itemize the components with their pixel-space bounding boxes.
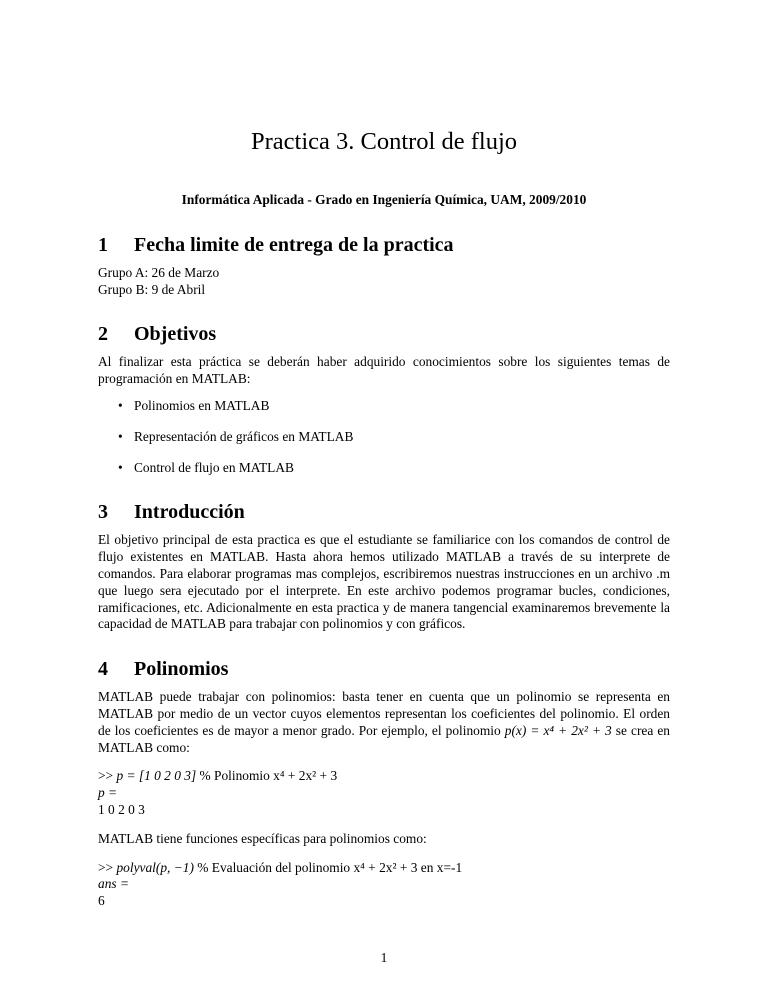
- prompt: >>: [98, 859, 117, 875]
- paragraph-text: se crea en MATLAB como:: [98, 722, 670, 755]
- command: polyval(p, −1): [116, 859, 194, 875]
- introduction-paragraph: El objetivo principal de esta practica es que el estudiante se familiarice con los comandos de control de flujo existentes en MATLAB. Hasta ahora hemos utilizado MATLAB a través de su interprete de comandos. Para elaborar programas mas complejos, escribiremos nuestras instrucciones en un archivo .m que luego sera ejecutado por el interprete. En este archivo podemos programar bucles, condiciones, ramificaciones, etc. Adicionalmente en esta practica y de manera tangencial examinaremos brevemente la capacidad de MATLAB para trabajar con polinomios y con gráficos.: [98, 532, 670, 632]
- document-subtitle: Informática Aplicada - Grado en Ingeniería Química, UAM, 2009/2010: [181, 192, 587, 207]
- section-heading-4: [98, 657, 670, 681]
- section-heading-3: [98, 500, 670, 524]
- document-title: Practica 3. Control de flujo: [250, 128, 518, 155]
- output-label: [98, 785, 670, 802]
- output-label: [98, 876, 670, 893]
- paragraph-text: MATLAB puede trabajar con polinomios: basta tener en cuenta que un polinomio se representa en MATLAB por medio de un vector cuyos elementos representan los coeficientes del polinomio. El orden de los coeficientes es de mayor a menor grado. Por ejemplo, el polinomio: [98, 689, 670, 738]
- deadline-group-a: Grupo A: 26 de Marzo: [98, 264, 220, 280]
- section-title: Fecha limite de entrega de la practica: [134, 233, 454, 256]
- deadline-group-b: Grupo B: 9 de Abril: [98, 281, 206, 297]
- page-number: 1: [380, 950, 388, 965]
- list-item-text: Representación de gráficos en MATLAB: [134, 428, 354, 444]
- polynomials-paragraph: [98, 689, 670, 756]
- document-body: [98, 128, 670, 910]
- list-item: • Representación de gráficos en MATLAB: [118, 428, 354, 444]
- objectives-paragraph: Al finalizar esta práctica se deberán haber adquirido conocimientos sobre los siguientes temas de programación en MATLAB:: [98, 354, 670, 387]
- section-number: 1: [98, 233, 108, 256]
- section-heading-1: [98, 233, 670, 257]
- section-number: 4: [98, 658, 108, 681]
- code-block-1: [98, 768, 670, 818]
- code-block-2: [98, 860, 670, 910]
- output-value: 6: [98, 893, 105, 909]
- functions-paragraph: MATLAB tiene funciones específicas para polinomios como:: [98, 830, 427, 846]
- section-number: 2: [98, 323, 108, 346]
- prompt: >>: [98, 768, 117, 784]
- section-title: Introducción: [134, 501, 245, 524]
- comment: % Polinomio x⁴ + 2x² + 3: [196, 768, 338, 784]
- output-label-text: ans =: [98, 876, 129, 892]
- objectives-list: [98, 398, 670, 476]
- output-value: 1 0 2 0 3: [98, 801, 145, 817]
- list-item-text: Polinomios en MATLAB: [134, 397, 270, 413]
- list-item: • Control de flujo en MATLAB: [118, 459, 294, 475]
- code-line-1: [98, 768, 670, 785]
- section-title: Objetivos: [134, 323, 217, 346]
- list-item-text: Control de flujo en MATLAB: [134, 459, 294, 475]
- comment: % Evaluación del polinomio x⁴ + 2x² + 3 en x=-1: [193, 859, 463, 875]
- math-expression: p(x) = x⁴ + 2x² + 3: [504, 722, 612, 738]
- code-line-2: [98, 860, 670, 877]
- output-label-text: p =: [98, 785, 118, 801]
- section-title: Polinomios: [134, 658, 229, 681]
- list-item: • Polinomios en MATLAB: [118, 397, 270, 413]
- section-number: 3: [98, 501, 108, 524]
- command: p = [1 0 2 0 3]: [116, 768, 197, 784]
- section-heading-2: [98, 322, 670, 346]
